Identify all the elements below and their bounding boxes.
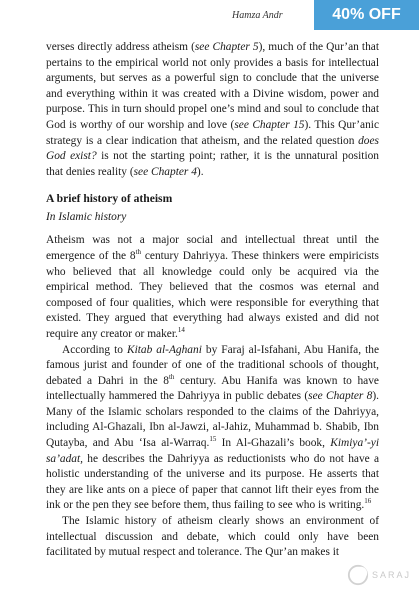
running-head: Hamza Andr xyxy=(232,10,283,21)
section-subheading: In Islamic history xyxy=(46,211,127,224)
paragraph-4: The Islamic history of atheism clearly shows an environment of intellectual discussion and debate, which could only have been facilitated by mutual respect and tolerance. The Qur’an makes it xyxy=(46,515,379,559)
discount-badge[interactable]: 40% OFF xyxy=(314,0,419,30)
section-heading: A brief history of atheism xyxy=(46,192,173,206)
watermark-text: SARAJ xyxy=(371,570,411,580)
publisher-watermark xyxy=(347,564,411,586)
footnote-ref-15[interactable]: 15 xyxy=(209,435,217,444)
footnote-ref-16[interactable]: 16 xyxy=(364,497,372,506)
crescent-logo-icon xyxy=(347,564,369,586)
page-body xyxy=(46,40,379,561)
footnote-ref-14[interactable]: 14 xyxy=(177,326,185,335)
paragraph-3: According to Kitab al-Aghani by Faraj al-Isfahani, Abu Hanifa, the famous jurist and founder of one of the traditional schools of thought, debated a Dahri in the 8th century. Abu Hanifa was known to have intellectually hammered the Dahriyya in public debates (see Chapter 8). Many of the Islamic scholars responded to the claims of the Dahriyya, including Al-Ghazali, Ibn al-Jawzi, al-Jahiz, Muhammad b. Shabib, Ibn Qutayba, and Abu ‘Isa al-Warraq.$^{15}$ In Al-Ghazali’s book, Kimiya’-yi sa’adat, he describes the Dahriyya as reductionists who do not have a holistic understanding of the universe and its purpose. He asserts that they are like ants on a piece of paper that cannot lift their eyes from the ink or the pen they see before them, thus failing to see who is writing.$^{16}$ xyxy=(46,343,379,512)
paragraph-2: Atheism was not a major social and intellectual threat until the emergence of the 8th century Dahriyya. These thinkers were empiricists who believed that all knowledge could only be acquired via the empirical method. They believed that the cosmos was eternal and composed of four qualities, which were responsible for everything that existed. They argued that everything had always existed and did not require any creator or maker.$^{14}$ xyxy=(46,234,379,340)
paragraph-1: verses directly address atheism (see Chapter 5), much of the Qur’an that pertains to the empirical world not only provides a basis for intellectual arguments, but serves as a powerful sign to conclude that the universe and everything within it was created with a Divine wisdom, power and purpose. This in turn should propel one’s mind and soul to conclude that God is worthy of our worship and love (see Chapter 15). This Qur’anic strategy is a clear indication that atheism, and the related question does God exist? is not the starting point; rather, it is the unnatural position that denies reality (see Chapter 4). xyxy=(46,41,380,178)
